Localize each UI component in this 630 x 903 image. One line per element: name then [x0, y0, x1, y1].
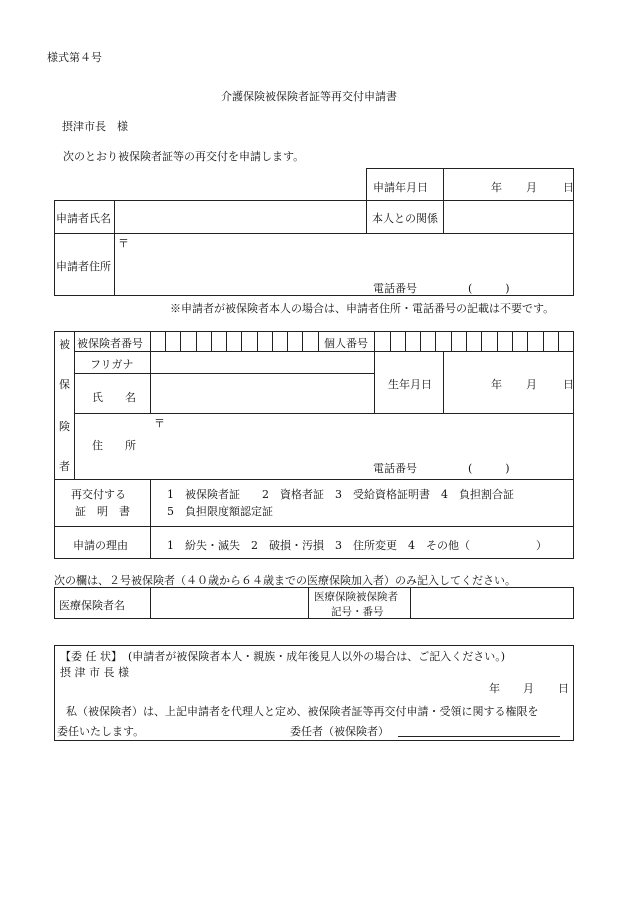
delegation-addressee: 摂 津 市 長 様 [60, 666, 129, 679]
addressee: 摂津市長 様 [62, 120, 128, 133]
reissue-options-line-1[interactable]: 1 被保険者証 2 資格者証 3 受給資格証明書 4 負担割合証 [167, 488, 514, 501]
reason-options[interactable]: 1 紛失・滅失 2 破損・汚損 3 住所変更 4 その他（ ） [167, 539, 547, 552]
reason-label: 申請の理由 [73, 539, 128, 552]
reissue-label-line-1: 再交付する [71, 488, 126, 501]
intro-text: 次のとおり被保険者証等の再交付を申請します。 [63, 150, 305, 163]
medical-note: 次の欄は、２号被保険者（４０歳から６４歳までの医療保険加入者）のみ記入してください。 [54, 574, 516, 587]
delegator-signature-line[interactable] [398, 736, 560, 737]
page-title: 介護保険被保険者証等再交付申請書 [221, 90, 397, 103]
personal-number-label: 個人番号 [324, 337, 368, 350]
insured-name-field[interactable] [151, 374, 373, 412]
applicant-note: ※申請者が被保険者本人の場合は、申請者住所・電話番号の記載は不要です。 [170, 302, 555, 315]
reissue-label-line-2: 証 明 書 [75, 505, 130, 518]
delegation-heading: 【委 任 状】 [60, 650, 122, 663]
insured-side-label-2: 保 [59, 378, 70, 391]
applicant-phone-label: 電話番号 [373, 282, 417, 295]
insured-number-field[interactable] [151, 332, 317, 350]
delegation-body-line-2: 委任いたします。 [57, 725, 145, 738]
applicant-name-field[interactable] [115, 201, 365, 232]
delegation-heading-note: (申請者が被保険者本人・親族・成年後見人以外の場合は、ご記入ください。) [128, 650, 506, 663]
insured-side-label-4: 者 [59, 460, 70, 473]
delegation-date-year: 年 [489, 682, 500, 695]
delegation-body-line-1: 私（被保険者）は、上記申請者を代理人と定め、被保険者証等再交付申請・受領に関する権限を [66, 705, 539, 718]
applicant-address-label: 申請者住所 [56, 260, 111, 273]
applicant-name-label: 申請者氏名 [56, 212, 111, 225]
medical-insurer-field[interactable] [151, 588, 307, 618]
insured-number-label: 被保険者番号 [77, 337, 143, 350]
medical-card-field[interactable] [411, 588, 573, 618]
insured-address-field[interactable] [151, 414, 573, 478]
delegator-label: 委任者（被保険者） [290, 725, 389, 738]
application-date-year: 年 [491, 181, 502, 194]
application-date-day: 日 [563, 181, 574, 194]
birth-date-month: 月 [526, 378, 537, 391]
furigana-field[interactable] [151, 352, 373, 372]
birth-date-day: 日 [563, 378, 574, 391]
insured-name-label: 氏 名 [92, 391, 136, 404]
applicant-phone-paren: ( ) [468, 282, 510, 295]
medical-card-label-line-2: 記号・番号 [331, 606, 384, 618]
relation-label: 本人との関係 [372, 212, 438, 225]
medical-card-label-line-1: 医療保険被保険者 [314, 591, 398, 603]
birth-date-label: 生年月日 [388, 378, 432, 391]
insured-address-label: 住 所 [92, 439, 136, 452]
form-number: 様式第４号 [47, 51, 102, 64]
insured-postal-mark: 〒 [154, 417, 165, 430]
relation-field[interactable] [444, 201, 572, 232]
insured-side-label-3: 険 [59, 420, 70, 433]
personal-number-field[interactable] [375, 332, 573, 350]
delegation-date-month: 月 [523, 682, 534, 695]
application-date-month: 月 [526, 181, 537, 194]
applicant-postal-mark: 〒 [118, 237, 129, 250]
furigana-label: フリガナ [90, 358, 134, 371]
reissue-options-line-2[interactable]: 5 負担限度額認定証 [167, 505, 273, 518]
medical-insurer-label: 医療保険者名 [59, 599, 125, 612]
insured-phone-paren: ( ) [468, 462, 510, 475]
insured-phone-label: 電話番号 [373, 462, 417, 475]
application-date-label: 申請年月日 [373, 181, 428, 194]
delegation-date-day: 日 [558, 682, 569, 695]
insured-side-label-1: 被 [59, 338, 70, 351]
birth-date-year: 年 [491, 378, 502, 391]
